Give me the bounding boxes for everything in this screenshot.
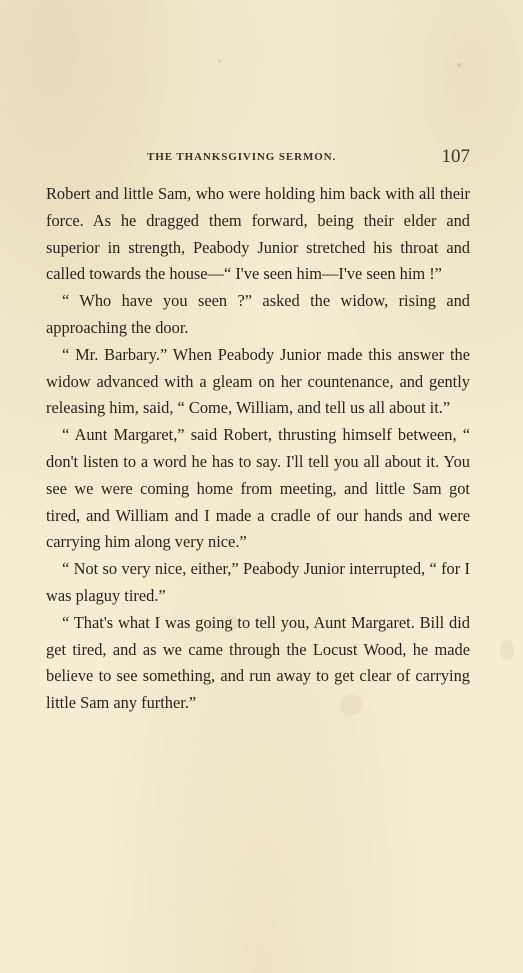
paragraph: “ Who have you seen ?” asked the widow, rising and approaching the door.: [46, 291, 470, 337]
paragraph: Robert and little Sam, who were holding him back with all their force. As he dragged them forward, being their elder and superior in strength, Peabody Junior stretched his throat and called towards the house—“ I've seen him—I've seen him !”: [46, 184, 470, 284]
paper-fleck: [500, 640, 514, 660]
paragraph: “ That's what I was going to tell you, Aunt Margaret. Bill did get tired, and as we came through the Locust Wood, he made believe to see something, and run away to get clear of carrying little Sam any further.”: [46, 612, 470, 713]
running-head: [46, 146, 470, 170]
paragraph: “ Mr. Barbary.” When Peabody Junior made this answer the widow advanced with a gleam on her countenance, and gently releasing him, said, “ Come, William, and tell us all about it.”: [46, 344, 470, 418]
paper-fleck: [218, 60, 221, 63]
body-text: [46, 181, 470, 717]
paper-fleck: [457, 63, 461, 67]
running-title: THE THANKSGIVING SERMON.: [147, 151, 337, 163]
paragraph: “ Not so very nice, either,” Peabody Junior interrupted, “ for I was plaguy tired.”: [46, 559, 470, 605]
page-number: 107: [441, 146, 470, 167]
paragraph: “ Aunt Margaret,” said Robert, thrusting himself between, “ don't listen to a word he has to say. I'll tell you all about it. You see we were coming home from meeting, and little Sam got tired, and William and I made a cradle of our hands and were carrying him along very nice.”: [46, 425, 470, 552]
